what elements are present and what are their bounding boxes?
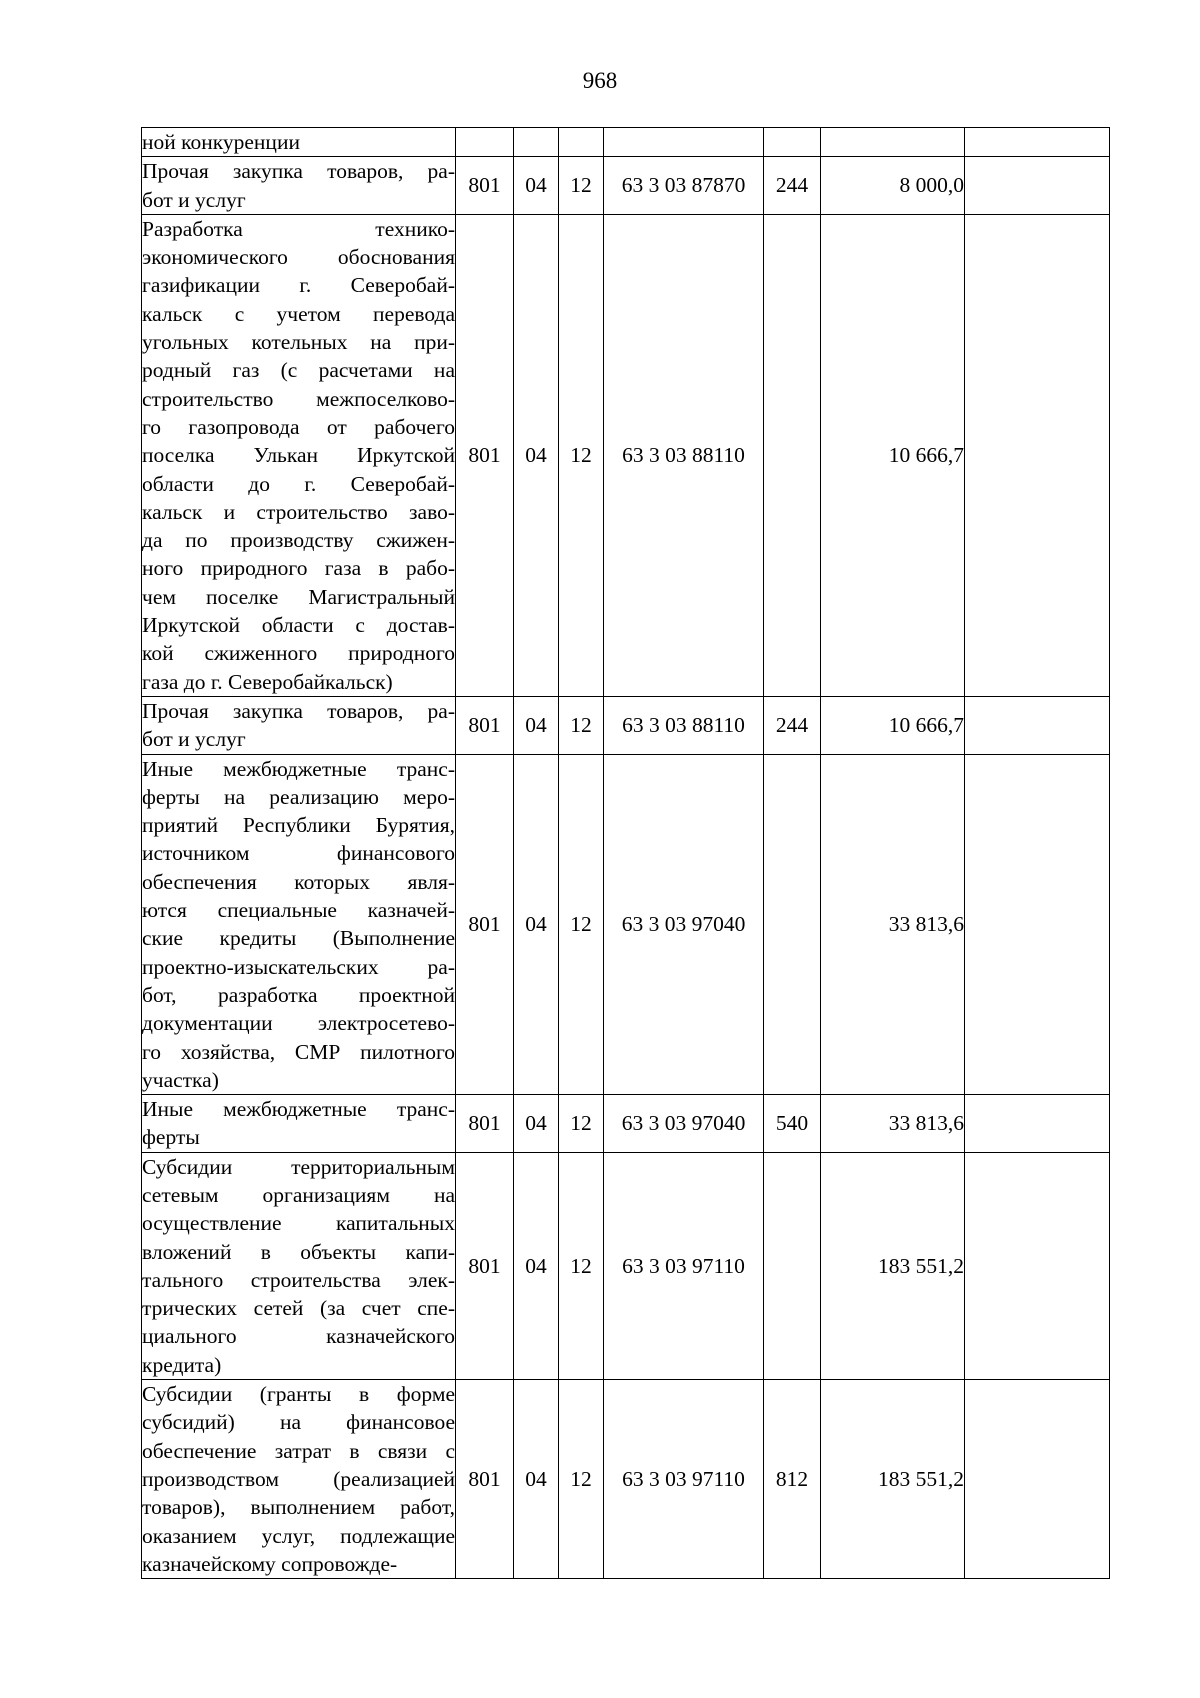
description-line: ферты на реализацию меро- (142, 784, 455, 809)
description-line: тального строительства элек- (142, 1267, 455, 1292)
description-line: ются специальные казначей- (142, 898, 455, 923)
table-row (142, 128, 1110, 157)
description-line: газа до г. Северобайкальск) (142, 669, 393, 694)
description-line: ного природного газа в рабо- (142, 556, 455, 581)
cell-csr: 63 3 03 87870 (604, 157, 764, 215)
cell-extra (965, 214, 1110, 696)
description-line: источником финансового (142, 841, 455, 866)
cell-ved: 801 (456, 1095, 514, 1153)
cell-description (142, 754, 456, 1095)
description-line: документации электросетево- (142, 1011, 455, 1036)
cell-vr (764, 214, 821, 696)
cell-vr (764, 1152, 821, 1379)
description-line: кальск с учетом перевода (142, 301, 455, 326)
description-line: кальск и строительство заво- (142, 499, 455, 524)
cell-pr: 12 (559, 157, 604, 215)
description-line: ферты (142, 1125, 200, 1150)
description-line: Прочая закупка товаров, ра- (142, 159, 455, 184)
description-line: Прочая закупка товаров, ра- (142, 698, 455, 723)
cell-vr (764, 754, 821, 1095)
description-line: трических сетей (за счет спе- (142, 1296, 455, 1321)
cell-sum: 33 813,6 (821, 1095, 965, 1153)
description-line: субсидий) на финансовое (142, 1410, 455, 1435)
description-line: Субсидии территориальным (142, 1154, 455, 1179)
cell-csr: 63 3 03 97110 (604, 1380, 764, 1579)
description-line: производством (реализацией (142, 1466, 455, 1491)
cell-extra (965, 754, 1110, 1095)
table-row (142, 696, 1110, 754)
cell-rz (514, 128, 559, 157)
cell-vr: 812 (764, 1380, 821, 1579)
description-line: участка) (142, 1067, 219, 1092)
description-line: бот и услуг (142, 187, 246, 212)
cell-sum (821, 128, 965, 157)
description-line: обеспечение затрат в связи с (142, 1438, 455, 1463)
description-line: Субсидии (гранты в форме (142, 1382, 455, 1407)
cell-description (142, 128, 456, 157)
cell-ved: 801 (456, 214, 514, 696)
cell-pr: 12 (559, 1095, 604, 1153)
cell-ved: 801 (456, 1152, 514, 1379)
description-line: ские кредиты (Выполнение (142, 926, 455, 951)
cell-rz: 04 (514, 754, 559, 1095)
cell-description (142, 1095, 456, 1153)
cell-description (142, 157, 456, 215)
description-line: го хозяйства, СМР пилотного (142, 1039, 455, 1064)
description-line: экономического обоснования (142, 245, 455, 270)
cell-csr: 63 3 03 88110 (604, 214, 764, 696)
cell-rz: 04 (514, 1380, 559, 1579)
cell-ved (456, 128, 514, 157)
cell-extra (965, 696, 1110, 754)
cell-csr (604, 128, 764, 157)
table-row (142, 157, 1110, 215)
cell-sum: 183 551,2 (821, 1152, 965, 1379)
cell-rz: 04 (514, 696, 559, 754)
cell-ved: 801 (456, 1380, 514, 1579)
description-line: приятий Республики Бурятия, (142, 813, 455, 838)
description-line: Иркутской области с достав- (142, 613, 455, 638)
description-line: ной конкуренции (142, 130, 300, 154)
description-line: вложений в объекты капи- (142, 1239, 455, 1264)
description-line: да по производству сжижен- (142, 528, 455, 553)
description-line: угольных котельных на при- (142, 330, 455, 355)
description-line: товаров), выполнением работ, (142, 1495, 455, 1520)
cell-sum: 33 813,6 (821, 754, 965, 1095)
cell-extra (965, 1095, 1110, 1153)
cell-ved: 801 (456, 754, 514, 1095)
page-number: 968 (582, 68, 618, 93)
cell-sum: 10 666,7 (821, 696, 965, 754)
description-line: казначейскому сопровожде- (142, 1551, 398, 1576)
cell-csr: 63 3 03 97040 (604, 754, 764, 1095)
description-line: поселка Улькан Иркутской (142, 443, 455, 468)
description-line: Иные межбюджетные транс- (142, 1097, 455, 1122)
description-line: проектно-изыскательских ра- (142, 954, 455, 979)
cell-pr: 12 (559, 696, 604, 754)
cell-csr: 63 3 03 97110 (604, 1152, 764, 1379)
cell-vr: 244 (764, 157, 821, 215)
cell-ved: 801 (456, 157, 514, 215)
cell-csr: 63 3 03 97040 (604, 1095, 764, 1153)
description-line: сетевым организациям на (142, 1182, 455, 1207)
cell-ved: 801 (456, 696, 514, 754)
cell-vr: 540 (764, 1095, 821, 1153)
cell-extra (965, 1152, 1110, 1379)
cell-pr: 12 (559, 754, 604, 1095)
cell-extra (965, 128, 1110, 157)
cell-description (142, 696, 456, 754)
description-line: строительство межпоселково- (142, 386, 455, 411)
cell-vr: 244 (764, 696, 821, 754)
description-line: кредита) (142, 1352, 222, 1377)
description-line: го газопровода от рабочего (142, 414, 455, 439)
cell-description (142, 1380, 456, 1579)
table-row (142, 1095, 1110, 1153)
cell-rz: 04 (514, 1095, 559, 1153)
cell-pr: 12 (559, 214, 604, 696)
description-line: обеспечения которых явля- (142, 869, 455, 894)
cell-description (142, 214, 456, 696)
description-line: оказанием услуг, подлежащие (142, 1523, 455, 1548)
description-line: газификации г. Северобай- (142, 273, 455, 298)
cell-sum: 8 000,0 (821, 157, 965, 215)
budget-table (141, 127, 1110, 1579)
description-line: родный газ (с расчетами на (142, 358, 455, 383)
cell-sum: 10 666,7 (821, 214, 965, 696)
table-row (142, 754, 1110, 1095)
cell-pr: 12 (559, 1152, 604, 1379)
cell-rz: 04 (514, 214, 559, 696)
table-row (142, 1380, 1110, 1579)
description-line: бот, разработка проектной (142, 982, 455, 1007)
description-line: чем поселке Магистральный (142, 584, 455, 609)
cell-extra (965, 1380, 1110, 1579)
description-line: циального казначейского (142, 1324, 455, 1349)
description-line: осуществление капитальных (142, 1211, 455, 1236)
cell-rz: 04 (514, 157, 559, 215)
table-row (142, 214, 1110, 696)
cell-extra (965, 157, 1110, 215)
cell-sum: 183 551,2 (821, 1380, 965, 1579)
description-line: Иные межбюджетные транс- (142, 756, 455, 781)
description-line: Разработка технико- (142, 216, 455, 241)
table-row (142, 1152, 1110, 1379)
cell-pr: 12 (559, 1380, 604, 1579)
cell-csr: 63 3 03 88110 (604, 696, 764, 754)
cell-vr (764, 128, 821, 157)
cell-rz: 04 (514, 1152, 559, 1379)
description-line: бот и услуг (142, 727, 246, 752)
description-line: области до г. Северобай- (142, 471, 455, 496)
cell-description (142, 1152, 456, 1379)
cell-pr (559, 128, 604, 157)
description-line: кой сжиженного природного (142, 641, 455, 666)
